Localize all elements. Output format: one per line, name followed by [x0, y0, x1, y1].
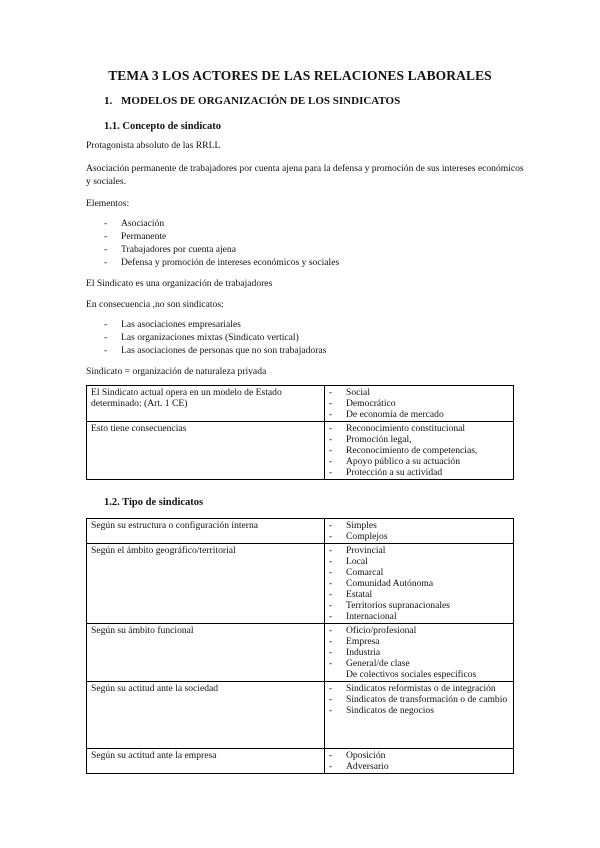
table-cell-list	[325, 544, 514, 624]
paragraph-consecuencia: En consecuencia ,no son sindicatos:	[86, 299, 224, 310]
list-item: - Social	[329, 387, 510, 398]
table-row	[87, 386, 514, 422]
list-item: - Apoyo público a su actuación	[329, 456, 510, 467]
table-cell-list	[325, 682, 514, 749]
subsection-heading-concepto: 1.1. Concepto de sindicato	[104, 121, 221, 132]
list-item: - Complejos	[329, 531, 510, 542]
paragraph-asociacion: Asociación permanente de trabajadores por cuenta ajena para la defensa y promoción de sus intereses económicos y sociales.	[86, 163, 524, 187]
list-item: - Territorios supranacionales	[329, 600, 510, 611]
list-item: - Trabajadores por cuenta ajena	[86, 243, 339, 256]
table-row	[87, 682, 514, 749]
list-item: - Sindicatos de transformación o de cambio	[329, 694, 510, 705]
tipos-table	[86, 518, 514, 774]
table-row	[87, 519, 514, 544]
list-item: - De economía de mercado	[329, 409, 510, 420]
list-item: - Reconocimiento de competencias,	[329, 445, 510, 456]
table-row	[87, 544, 514, 624]
list-item: De colectivos sociales específicos	[346, 669, 477, 680]
list-item: - Sindicatos reformistas o de integración	[329, 683, 510, 694]
list-item: - Oposición	[329, 750, 510, 761]
list-item: - Las asociaciones empresariales	[86, 318, 326, 331]
table-cell-list	[325, 422, 514, 480]
list-item: - Protección a su actividad	[329, 467, 510, 478]
table-cell-list	[325, 386, 514, 422]
document-title: TEMA 3 LOS ACTORES DE LAS RELACIONES LABORALES	[108, 68, 492, 83]
list-item: - Industria	[329, 647, 510, 658]
list-item: - General/de clase	[329, 658, 510, 669]
table-cell-label: Según su actitud ante la empresa	[87, 749, 325, 774]
list-item: - Simples	[329, 520, 510, 531]
list-item: - Comunidad Autónoma	[329, 578, 510, 589]
list-item: - Internacional	[329, 611, 510, 622]
list-item: - Provincial	[329, 545, 510, 556]
list-item: - Promoción legal,	[329, 434, 510, 445]
list-item: - Empresa	[329, 636, 510, 647]
table-cell-list	[325, 749, 514, 774]
list-item: - Comarcal	[329, 567, 510, 578]
paragraph-elementos: Elementos:	[86, 198, 130, 209]
table-row	[87, 624, 514, 682]
table-cell-label: Según su actitud ante la sociedad	[87, 682, 325, 749]
list-item: - Permanente	[86, 230, 339, 243]
list-item: - Democrático	[329, 398, 510, 409]
list-item: - Defensa y promoción de intereses económicos y sociales	[86, 256, 339, 269]
list-item: - Sindicatos de negocios	[329, 705, 510, 716]
subsection-heading-tipos: 1.2. Tipo de sindicatos	[104, 497, 204, 508]
list-item: - Las organizaciones mixtas (Sindicato vertical)	[86, 331, 326, 344]
list-item: - Estatal	[329, 589, 510, 600]
estado-table	[86, 385, 514, 480]
list-item: - Reconocimiento constitucional	[329, 423, 510, 434]
table-cell-label: Según el ámbito geográfico/territorial	[87, 544, 325, 624]
table-cell-label: El Sindicato actual opera en un modelo de Estado determinado: (Art. 1 CE)	[87, 386, 325, 422]
paragraph-protagonista: Protagonista absoluto de las RRLL	[86, 140, 221, 151]
table-row	[87, 422, 514, 480]
paragraph-organizacion: El Sindicato es una organización de trabajadores	[86, 278, 273, 289]
list-item: - Local	[329, 556, 510, 567]
table-cell-list	[325, 519, 514, 544]
no-sindicatos-list	[86, 318, 326, 357]
section-title: MODELOS DE ORGANIZACIÓN DE LOS SINDICATOS	[121, 95, 401, 107]
table-cell-label: Esto tiene consecuencias	[87, 422, 325, 480]
section-heading	[104, 95, 400, 107]
table-cell-list	[325, 624, 514, 682]
list-item: - Asociación	[86, 217, 339, 230]
elementos-list	[86, 217, 339, 269]
list-item: - Oficio/profesional	[329, 625, 510, 636]
table-cell-label: Según su estructura o configuración interna	[87, 519, 325, 544]
list-item: - Las asociaciones de personas que no son trabajadoras	[86, 344, 326, 357]
table-row	[87, 749, 514, 774]
section-number: 1.	[104, 95, 113, 107]
table-cell-label: Según su ámbito funcional	[87, 624, 325, 682]
paragraph-naturaleza-privada: Sindicato = organización de naturaleza privada	[86, 366, 267, 377]
list-item: - Adversario	[329, 761, 510, 772]
